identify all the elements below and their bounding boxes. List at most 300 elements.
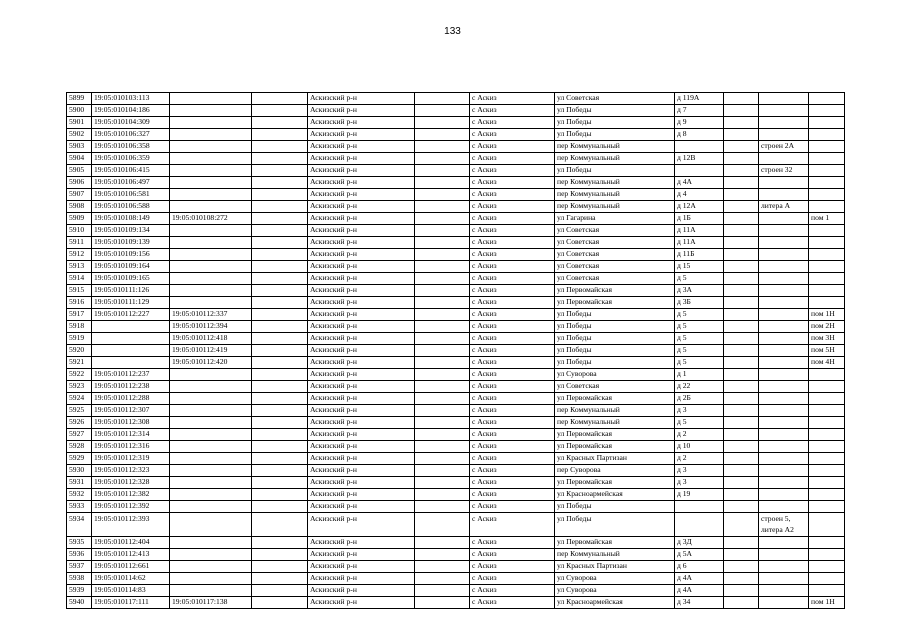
cell-blank-column-c	[724, 465, 759, 477]
cell-house: д 12В	[675, 153, 724, 165]
cell-related-cadastral-number	[170, 249, 252, 261]
cell-row-number: 5930	[67, 465, 92, 477]
cell-street: ул Первомайская	[555, 477, 675, 489]
cell-blank-column-b	[415, 261, 470, 273]
cell-premises	[809, 489, 845, 501]
cell-premises	[809, 249, 845, 261]
table-row	[67, 549, 845, 561]
cell-settlement: с Аскиз	[470, 345, 555, 357]
cell-blank-column-a	[252, 381, 308, 393]
cell-street: пер Коммунальный	[555, 189, 675, 201]
cell-related-cadastral-number	[170, 465, 252, 477]
cell-street: пер Коммунальный	[555, 549, 675, 561]
cell-row-number: 5910	[67, 225, 92, 237]
cell-district: Аскизский р-н	[308, 129, 415, 141]
cell-district: Аскизский р-н	[308, 273, 415, 285]
cell-building	[759, 297, 809, 309]
cell-related-cadastral-number	[170, 573, 252, 585]
cell-building	[759, 465, 809, 477]
cell-cadastral-number: 19:05:010112:382	[92, 489, 170, 501]
cell-house: д 2	[675, 453, 724, 465]
cell-building	[759, 597, 809, 609]
cell-blank-column-b	[415, 165, 470, 177]
table-row	[67, 273, 845, 285]
cell-blank-column-c	[724, 561, 759, 573]
cell-settlement: с Аскиз	[470, 165, 555, 177]
cell-blank-column-b	[415, 201, 470, 213]
cell-district: Аскизский р-н	[308, 249, 415, 261]
cell-related-cadastral-number	[170, 405, 252, 417]
cell-blank-column-c	[724, 369, 759, 381]
cell-cadastral-number: 19:05:010109:164	[92, 261, 170, 273]
cell-building	[759, 441, 809, 453]
cell-blank-column-c	[724, 165, 759, 177]
cell-row-number: 5913	[67, 261, 92, 273]
cell-premises	[809, 237, 845, 249]
table-row	[67, 513, 845, 537]
cell-street: ул Красноармейская	[555, 597, 675, 609]
cell-cadastral-number: 19:05:010106:358	[92, 141, 170, 153]
cell-building	[759, 381, 809, 393]
cell-row-number: 5918	[67, 321, 92, 333]
cell-blank-column-b	[415, 585, 470, 597]
page-number: 133	[444, 26, 461, 37]
cell-premises	[809, 477, 845, 489]
cell-row-number: 5908	[67, 201, 92, 213]
cell-blank-column-a	[252, 453, 308, 465]
cell-building	[759, 177, 809, 189]
cell-row-number: 5901	[67, 117, 92, 129]
cell-district: Аскизский р-н	[308, 489, 415, 501]
cell-row-number: 5939	[67, 585, 92, 597]
cell-blank-column-a	[252, 417, 308, 429]
cell-building	[759, 321, 809, 333]
cell-blank-column-a	[252, 237, 308, 249]
cell-row-number: 5936	[67, 549, 92, 561]
cell-row-number: 5920	[67, 345, 92, 357]
cell-row-number: 5927	[67, 429, 92, 441]
cell-building	[759, 477, 809, 489]
cell-building	[759, 237, 809, 249]
cell-row-number: 5933	[67, 501, 92, 513]
cell-street: пер Коммунальный	[555, 201, 675, 213]
cell-row-number: 5929	[67, 453, 92, 465]
cell-blank-column-a	[252, 105, 308, 117]
cell-street: ул Советская	[555, 249, 675, 261]
cell-blank-column-a	[252, 429, 308, 441]
cell-settlement: с Аскиз	[470, 597, 555, 609]
cell-building	[759, 585, 809, 597]
cell-house: д 1Б	[675, 213, 724, 225]
cell-settlement: с Аскиз	[470, 105, 555, 117]
cell-building: строен 5, литера А2	[759, 513, 809, 537]
cell-related-cadastral-number	[170, 561, 252, 573]
cell-street: ул Первомайская	[555, 429, 675, 441]
cell-blank-column-a	[252, 189, 308, 201]
table-row	[67, 165, 845, 177]
table-row	[67, 501, 845, 513]
cell-settlement: с Аскиз	[470, 237, 555, 249]
cell-district: Аскизский р-н	[308, 93, 415, 105]
cell-settlement: с Аскиз	[470, 465, 555, 477]
cell-settlement: с Аскиз	[470, 405, 555, 417]
cell-blank-column-b	[415, 117, 470, 129]
cell-blank-column-b	[415, 273, 470, 285]
cell-blank-column-b	[415, 129, 470, 141]
cell-house: д 4	[675, 189, 724, 201]
cell-cadastral-number: 19:05:010112:314	[92, 429, 170, 441]
cell-district: Аскизский р-н	[308, 393, 415, 405]
cell-related-cadastral-number	[170, 585, 252, 597]
table-row	[67, 129, 845, 141]
cell-premises	[809, 561, 845, 573]
cell-district: Аскизский р-н	[308, 441, 415, 453]
cell-settlement: с Аскиз	[470, 297, 555, 309]
cell-district: Аскизский р-н	[308, 333, 415, 345]
cell-building	[759, 93, 809, 105]
cell-blank-column-a	[252, 441, 308, 453]
cell-blank-column-a	[252, 573, 308, 585]
cell-blank-column-b	[415, 153, 470, 165]
cell-blank-column-c	[724, 333, 759, 345]
cell-settlement: с Аскиз	[470, 357, 555, 369]
cell-blank-column-b	[415, 393, 470, 405]
cell-blank-column-a	[252, 393, 308, 405]
table-row	[67, 573, 845, 585]
cell-blank-column-a	[252, 369, 308, 381]
cell-blank-column-c	[724, 429, 759, 441]
cell-blank-column-c	[724, 489, 759, 501]
cell-blank-column-b	[415, 489, 470, 501]
cell-related-cadastral-number	[170, 381, 252, 393]
cell-premises	[809, 201, 845, 213]
cell-related-cadastral-number	[170, 477, 252, 489]
cell-settlement: с Аскиз	[470, 141, 555, 153]
cell-district: Аскизский р-н	[308, 165, 415, 177]
cell-row-number: 5904	[67, 153, 92, 165]
cell-settlement: с Аскиз	[470, 549, 555, 561]
cell-street: ул Советская	[555, 237, 675, 249]
cell-related-cadastral-number	[170, 429, 252, 441]
cell-house: д 4А	[675, 573, 724, 585]
cell-blank-column-b	[415, 333, 470, 345]
cell-related-cadastral-number	[170, 441, 252, 453]
cell-district: Аскизский р-н	[308, 237, 415, 249]
cell-premises	[809, 513, 845, 537]
cell-blank-column-a	[252, 201, 308, 213]
cell-cadastral-number	[92, 357, 170, 369]
cell-settlement: с Аскиз	[470, 177, 555, 189]
cell-premises	[809, 465, 845, 477]
cell-street: ул Победы	[555, 129, 675, 141]
cell-blank-column-b	[415, 285, 470, 297]
cell-street: пер Суворова	[555, 465, 675, 477]
cell-blank-column-c	[724, 285, 759, 297]
cell-street: ул Первомайская	[555, 285, 675, 297]
cell-premises	[809, 117, 845, 129]
cell-settlement: с Аскиз	[470, 585, 555, 597]
cell-house: д 6	[675, 561, 724, 573]
cell-settlement: с Аскиз	[470, 501, 555, 513]
table-row	[67, 333, 845, 345]
cell-blank-column-b	[415, 561, 470, 573]
cell-district: Аскизский р-н	[308, 309, 415, 321]
cell-settlement: с Аскиз	[470, 213, 555, 225]
cell-blank-column-c	[724, 405, 759, 417]
cell-settlement: с Аскиз	[470, 189, 555, 201]
cell-blank-column-c	[724, 237, 759, 249]
cell-blank-column-c	[724, 453, 759, 465]
cell-blank-column-c	[724, 309, 759, 321]
cell-cadastral-number: 19:05:010109:165	[92, 273, 170, 285]
cell-street: ул Первомайская	[555, 537, 675, 549]
cell-house: д 2Б	[675, 393, 724, 405]
cell-cadastral-number: 19:05:010108:149	[92, 213, 170, 225]
cell-related-cadastral-number	[170, 369, 252, 381]
cell-blank-column-c	[724, 141, 759, 153]
cell-settlement: с Аскиз	[470, 429, 555, 441]
cell-row-number: 5903	[67, 141, 92, 153]
cell-district: Аскизский р-н	[308, 297, 415, 309]
cell-related-cadastral-number	[170, 273, 252, 285]
cell-premises: пом 2Н	[809, 321, 845, 333]
cell-building	[759, 561, 809, 573]
cell-house: д 5	[675, 273, 724, 285]
cell-blank-column-a	[252, 285, 308, 297]
cell-blank-column-c	[724, 345, 759, 357]
cell-building	[759, 105, 809, 117]
cell-district: Аскизский р-н	[308, 561, 415, 573]
cell-street: ул Победы	[555, 513, 675, 537]
cell-blank-column-c	[724, 129, 759, 141]
cell-street: ул Победы	[555, 309, 675, 321]
cell-district: Аскизский р-н	[308, 321, 415, 333]
cell-settlement: с Аскиз	[470, 321, 555, 333]
cell-related-cadastral-number	[170, 189, 252, 201]
cell-street: ул Победы	[555, 357, 675, 369]
table-row	[67, 285, 845, 297]
table-row	[67, 477, 845, 489]
cell-row-number: 5915	[67, 285, 92, 297]
cell-settlement: с Аскиз	[470, 381, 555, 393]
cell-premises	[809, 393, 845, 405]
cell-premises: пом 1Н	[809, 597, 845, 609]
cell-blank-column-c	[724, 441, 759, 453]
cell-blank-column-a	[252, 561, 308, 573]
cell-blank-column-b	[415, 513, 470, 537]
cell-blank-column-a	[252, 141, 308, 153]
cell-house: д 3	[675, 465, 724, 477]
table-row	[67, 597, 845, 609]
table-row	[67, 489, 845, 501]
cell-building	[759, 117, 809, 129]
cell-related-cadastral-number: 19:05:010108:272	[170, 213, 252, 225]
cell-street: ул Суворова	[555, 573, 675, 585]
cell-district: Аскизский р-н	[308, 381, 415, 393]
cell-premises	[809, 105, 845, 117]
cell-cadastral-number: 19:05:010112:661	[92, 561, 170, 573]
cell-district: Аскизский р-н	[308, 477, 415, 489]
table-row	[67, 441, 845, 453]
cell-district: Аскизский р-н	[308, 285, 415, 297]
cell-blank-column-b	[415, 321, 470, 333]
cell-blank-column-c	[724, 321, 759, 333]
cell-cadastral-number: 19:05:010112:227	[92, 309, 170, 321]
cell-street: ул Советская	[555, 261, 675, 273]
cell-street: ул Победы	[555, 105, 675, 117]
cell-related-cadastral-number	[170, 105, 252, 117]
cell-blank-column-a	[252, 357, 308, 369]
cell-street: пер Коммунальный	[555, 405, 675, 417]
cell-cadastral-number: 19:05:010106:588	[92, 201, 170, 213]
cell-street: ул Суворова	[555, 585, 675, 597]
cell-house	[675, 141, 724, 153]
cell-cadastral-number: 19:05:010112:404	[92, 537, 170, 549]
cell-house: д 19	[675, 489, 724, 501]
cell-building	[759, 429, 809, 441]
cell-cadastral-number: 19:05:010112:237	[92, 369, 170, 381]
cell-blank-column-b	[415, 381, 470, 393]
cell-street: ул Красных Партизан	[555, 561, 675, 573]
cell-blank-column-c	[724, 381, 759, 393]
cell-street: ул Красных Партизан	[555, 453, 675, 465]
cell-related-cadastral-number: 19:05:010112:419	[170, 345, 252, 357]
cell-row-number: 5917	[67, 309, 92, 321]
table-row	[67, 105, 845, 117]
cell-cadastral-number: 19:05:010114:83	[92, 585, 170, 597]
cell-house: д 1	[675, 369, 724, 381]
cell-row-number: 5932	[67, 489, 92, 501]
cell-cadastral-number	[92, 345, 170, 357]
cell-settlement: с Аскиз	[470, 453, 555, 465]
cell-row-number: 5928	[67, 441, 92, 453]
cell-street: ул Победы	[555, 345, 675, 357]
cell-premises	[809, 585, 845, 597]
cell-house: д 3	[675, 405, 724, 417]
cell-row-number: 5923	[67, 381, 92, 393]
cell-blank-column-c	[724, 585, 759, 597]
table-row	[67, 249, 845, 261]
cell-related-cadastral-number	[170, 285, 252, 297]
cell-cadastral-number: 19:05:010103:113	[92, 93, 170, 105]
cell-related-cadastral-number	[170, 141, 252, 153]
cell-house: д 3А	[675, 285, 724, 297]
cell-district: Аскизский р-н	[308, 153, 415, 165]
cell-house: д 10	[675, 441, 724, 453]
cell-related-cadastral-number	[170, 393, 252, 405]
table-row	[67, 261, 845, 273]
cell-blank-column-c	[724, 93, 759, 105]
cell-cadastral-number: 19:05:010112:392	[92, 501, 170, 513]
cell-building	[759, 417, 809, 429]
cell-blank-column-a	[252, 585, 308, 597]
cell-blank-column-b	[415, 189, 470, 201]
cell-building: строен 32	[759, 165, 809, 177]
cell-house: д 5	[675, 345, 724, 357]
cell-blank-column-b	[415, 297, 470, 309]
cell-related-cadastral-number	[170, 453, 252, 465]
cell-house: д 12А	[675, 201, 724, 213]
cell-house: д 4А	[675, 177, 724, 189]
cell-house: д 5	[675, 417, 724, 429]
cell-building	[759, 393, 809, 405]
cell-cadastral-number: 19:05:010112:307	[92, 405, 170, 417]
cell-house: д 8	[675, 129, 724, 141]
cell-row-number: 5931	[67, 477, 92, 489]
cell-cadastral-number: 19:05:010114:62	[92, 573, 170, 585]
cell-house: д 2	[675, 429, 724, 441]
cell-blank-column-b	[415, 477, 470, 489]
cell-cadastral-number: 19:05:010109:139	[92, 237, 170, 249]
cell-row-number: 5940	[67, 597, 92, 609]
cell-blank-column-b	[415, 357, 470, 369]
cell-cadastral-number: 19:05:010112:328	[92, 477, 170, 489]
cell-settlement: с Аскиз	[470, 489, 555, 501]
cell-settlement: с Аскиз	[470, 333, 555, 345]
cell-cadastral-number: 19:05:010112:323	[92, 465, 170, 477]
cell-building	[759, 273, 809, 285]
cell-blank-column-b	[415, 249, 470, 261]
cell-cadastral-number	[92, 333, 170, 345]
cell-house: д 11Б	[675, 249, 724, 261]
cell-premises: пом 4Н	[809, 357, 845, 369]
cell-premises	[809, 285, 845, 297]
cell-blank-column-c	[724, 573, 759, 585]
cell-house: д 3Д	[675, 537, 724, 549]
cell-blank-column-a	[252, 177, 308, 189]
cell-blank-column-b	[415, 501, 470, 513]
cell-building	[759, 453, 809, 465]
cell-premises	[809, 441, 845, 453]
cell-blank-column-c	[724, 297, 759, 309]
cell-building	[759, 129, 809, 141]
cell-street: ул Советская	[555, 225, 675, 237]
cell-related-cadastral-number	[170, 165, 252, 177]
cell-district: Аскизский р-н	[308, 141, 415, 153]
cell-blank-column-c	[724, 261, 759, 273]
cell-district: Аскизский р-н	[308, 189, 415, 201]
cell-blank-column-c	[724, 153, 759, 165]
cell-related-cadastral-number	[170, 537, 252, 549]
cell-street: ул Победы	[555, 501, 675, 513]
cell-premises	[809, 381, 845, 393]
cell-premises	[809, 453, 845, 465]
cell-blank-column-c	[724, 273, 759, 285]
cell-blank-column-c	[724, 357, 759, 369]
cell-district: Аскизский р-н	[308, 117, 415, 129]
cell-district: Аскизский р-н	[308, 225, 415, 237]
cell-cadastral-number: 19:05:010112:308	[92, 417, 170, 429]
cell-blank-column-a	[252, 129, 308, 141]
cell-premises	[809, 177, 845, 189]
cell-premises: пом 5Н	[809, 345, 845, 357]
cell-related-cadastral-number	[170, 177, 252, 189]
cell-settlement: с Аскиз	[470, 561, 555, 573]
cell-settlement: с Аскиз	[470, 249, 555, 261]
cell-house: д 22	[675, 381, 724, 393]
table-row	[67, 201, 845, 213]
cell-related-cadastral-number: 19:05:010112:337	[170, 309, 252, 321]
cell-blank-column-c	[724, 225, 759, 237]
cell-cadastral-number: 19:05:010106:415	[92, 165, 170, 177]
cell-premises	[809, 537, 845, 549]
table-row	[67, 189, 845, 201]
cell-blank-column-b	[415, 573, 470, 585]
cell-blank-column-c	[724, 105, 759, 117]
cell-street: пер Коммунальный	[555, 153, 675, 165]
cell-district: Аскизский р-н	[308, 345, 415, 357]
cell-settlement: с Аскиз	[470, 273, 555, 285]
